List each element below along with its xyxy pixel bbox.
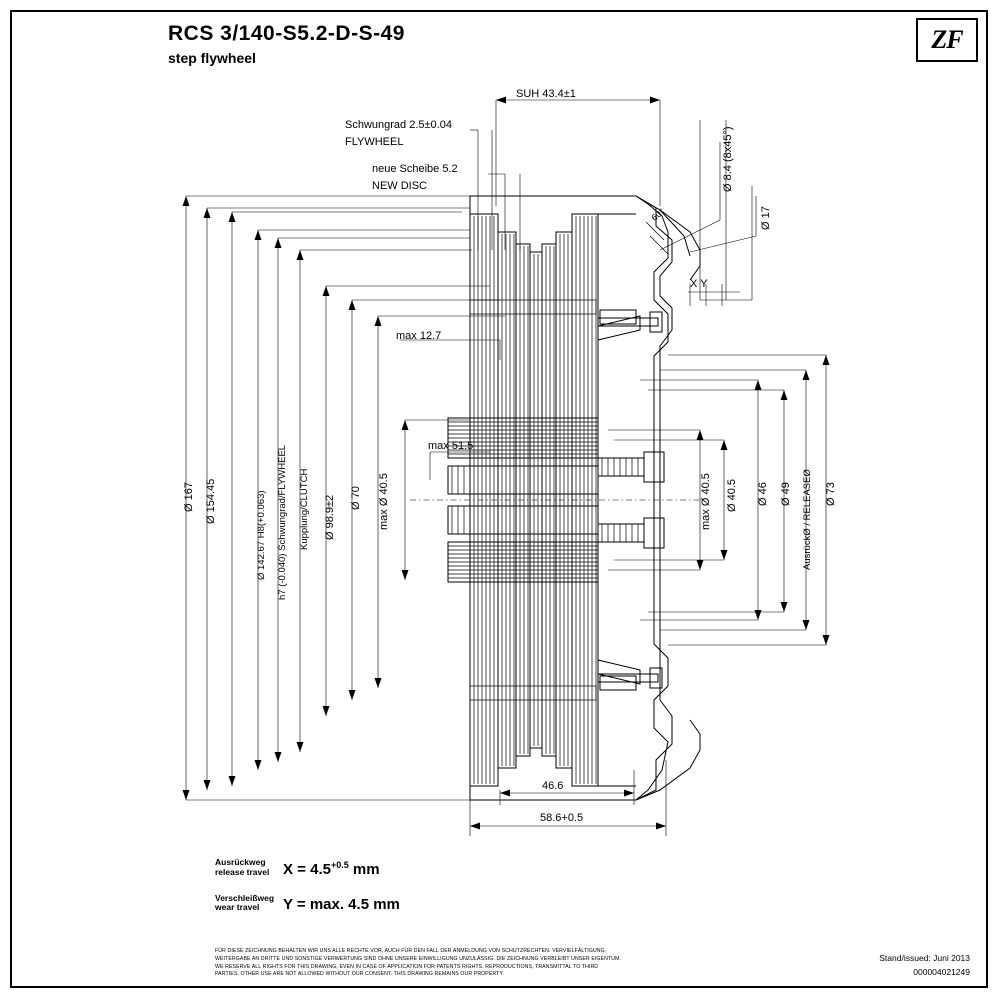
page-title: RCS 3/140-S5.2-D-S-49 xyxy=(168,22,405,45)
note-release-tolerance: +0.5 xyxy=(330,859,349,870)
legal-line-de-2: WEITERGABE AN DRITTE UND SONSTIGE VERWERTUNG SIND OHNE UNSERE EINWILLIGUNG UNZULÄSSIG. DIE ZEICHNUNG VERBLEIBT UNSER EIGENTUM. xyxy=(215,955,622,962)
note-release-label-de: Ausrückweg xyxy=(215,857,266,867)
legal-line-de-1: FÜR DIESE ZEICHNUNG BEHALTEN WIR UNS ALLE RECHTE VOR, AUCH FÜR DEN FALL DER ANMELDUNG VON SCHUTZRECHTEN. VERVIELFÄLTIGUNG, xyxy=(215,948,607,954)
callout-release-dia: AusrückØ / RELEASEØ xyxy=(802,469,813,570)
callout-len-46-6: 46.6 xyxy=(542,780,564,792)
callout-clutch: Kupplung/CLUTCH xyxy=(299,468,310,550)
callout-new-disc-en: NEW DISC xyxy=(372,180,427,192)
note-wear-equation: Y = max. 4.5 mm xyxy=(283,896,400,914)
callout-xy: X Y xyxy=(690,278,708,290)
callout-dia-46: Ø 46 xyxy=(757,482,769,506)
page-subtitle: step flywheel xyxy=(168,50,256,67)
note-release-travel xyxy=(215,858,675,878)
issued-block xyxy=(879,952,970,979)
note-wear-travel xyxy=(215,894,675,914)
callout-dia-154-45: Ø 154.45 xyxy=(205,478,217,524)
callout-dia-142-67: Ø 142.67 H8(+0.063) xyxy=(256,490,267,580)
legal-notice xyxy=(215,948,645,979)
note-wear-labels xyxy=(215,894,277,914)
callout-len-58-6: 58.6+0.5 xyxy=(540,812,584,824)
travel-notes xyxy=(215,858,675,929)
note-wear-label-de: Verschleißweg xyxy=(215,892,275,903)
note-release-equation-text: X = 4.5 xyxy=(283,860,331,878)
callout-hole-dia: Ø 8.4 (8x45°) xyxy=(722,126,734,192)
note-release-label-en: release travel xyxy=(215,866,270,877)
note-release-labels xyxy=(215,858,277,878)
callout-max-40-5-left: max Ø 40.5 xyxy=(378,473,390,530)
note-wear-label-en: wear travel xyxy=(215,902,260,913)
issued-number: 000004021249 xyxy=(913,966,970,977)
callout-dia-40-5: Ø 40.5 xyxy=(726,478,738,512)
callout-suh: SUH 43.4±1 xyxy=(516,88,576,100)
callout-flywheel-en: FLYWHEEL xyxy=(345,136,404,148)
callout-max-12-7: max 12.7 xyxy=(396,330,442,342)
callout-h7: h7 (-0.040) Schwungrad/FLYWHEEL xyxy=(277,444,288,600)
callout-max-40-5-right: max Ø 40.5 xyxy=(700,473,712,530)
callout-dia-98-9: Ø 98.9±2 xyxy=(324,494,336,540)
callout-dia-49: Ø 49 xyxy=(780,482,792,506)
callout-flywheel-de: Schwungrad 2.5±0.04 xyxy=(345,119,452,131)
callout-dia-73: Ø 73 xyxy=(825,482,837,506)
callout-dia-70: Ø 70 xyxy=(350,486,362,510)
callout-dia-17: Ø 17 xyxy=(760,206,772,230)
callout-max-51-5: max 51.5 xyxy=(428,440,474,452)
legal-line-en-2: PARTIES, OTHER USE ARE NOT ALLOWED WITHOUT OUR CONSENT. THIS DRAWING REMAINS OUR PROPERTY. xyxy=(215,971,504,978)
issued-date: Stand/issued: Juni 2013 xyxy=(879,953,970,963)
note-release-equation xyxy=(283,860,380,878)
zf-logo-text: ZF xyxy=(931,25,963,54)
callout-new-disc-de: neue Scheibe 5.2 xyxy=(372,163,458,175)
callout-dia-167: Ø 167 xyxy=(183,482,195,512)
note-release-unit: mm xyxy=(352,860,380,878)
callout-angle-60: 60° xyxy=(649,206,667,223)
legal-line-en-1: WE RESERVE ALL RIGHTS FOR THIS DRAWING, EVEN IN CASE OF APPLICATION FOR PATENTS RIGHTS. REPRODUCTIONS, TRANSMITTAL TO THIRD xyxy=(215,963,599,970)
